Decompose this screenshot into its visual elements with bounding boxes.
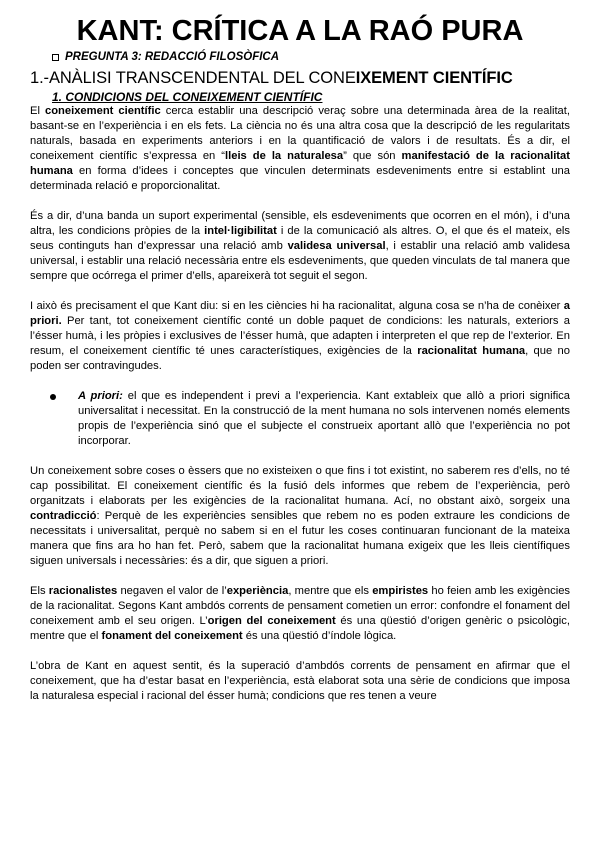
list-item: A priori: el que es independent i previ a l’experiencia. Kant extableix que allò a priori significa universalitat i necessitat. En la construcció de la ment humana no sols intervenen només elements propis de l’experiència sinó que el subjecte el construeix aportant allò que l’experiència no pot incorporar. xyxy=(78,390,570,447)
subsection-heading xyxy=(52,90,570,104)
paragraph-4: Un coneixement sobre coses o èssers que no existeixen o que fins i tot existint, no saberem res d’ells, no té cap possibilitat. El coneixement científic és la fusió dels informes que rebem de l’experiència, però organitzats i elaborats per les exigències de la racionalitat humana. Ací, no obstant això, sorgeix una contradicció: Perquè de les experiències sensibles que rebem no es poden extraure les condicions de necessitats i universalitat, perquè no sabem si en el futur les coses continuaran funcionant de la mateixa manera que fins ara ho han fet. Però, sabem que la racionalitat humana exigeix que les lleis científiques siguen universals i necessàries: és a dir, que siguen a priori. xyxy=(30,465,570,567)
paragraph-5: Els racionalistes negaven el valor de l’experiència, mentre que els empiristes ho feien amb les exigències de la racionalitat. Segons Kant ambdós corrents de pensament cometien un error: confondre el fonament del coneixement amb el seu origen. L’origen del coneixement és una qüestió d’origen genèric o psicològic, mentre que el fonament del coneixement és una qüestió d’índole lògica. xyxy=(30,585,571,642)
paragraph-2: És a dir, d’una banda un suport experimental (sensible, els esdeveniments que ocorren en el món), i d’una altra, les condicions pròpies de la intel·ligibilitat i de la comunicació als altres. O, el que és el mateix, els seus continguts han d’expressar una relació amb validesa universal, i establir una relació amb validesa universal, i establir una relació necessària entre els esdeveniments, que queden vinculats de tal manera que sempre que ocórrega el primer d’ells, apareixerà tot seguit el segon. xyxy=(30,210,571,282)
square-bullet-icon xyxy=(52,54,59,61)
question-subtitle xyxy=(52,50,570,64)
paragraph-1: El coneixement científic cerca establir una descripció veraç sobre una determinada àrea de la realitat, basant-se en l’experiència i en els fets. La ciència no és una altra cosa que la descripció de les regularitats naturals, basada en experiments anteriors i en la quantificació de valors i de resultats. És a dir, el coneixement científic s’expressa en “lleis de la naturalesa” que són manifestació de la racionalitat humana en forma d’idees i conceptes que vinculen determinats esdeveniments entre si establint una determinada relació e proporcionalitat. xyxy=(30,105,570,192)
section-heading-bold: IXEMENT CIENTÍFIC xyxy=(355,69,513,87)
definition-list xyxy=(30,389,570,449)
paragraph-3: I això és precisament el que Kant diu: si en les ciències hi ha racionalitat, alguna cosa se n’ha de conèixer a priori. Per tant, tot coneixement científic conté un doble paquet de condicions: les naturals, exteriors a l’ésser humà, i les pròpies i exclusives de l’ésser humà, que adapten i interpreten el que rep de l’exterior. En resum, el coneixement científic té unes característiques, exigències de la racionalitat humana, que no poden ser contravingudes. xyxy=(30,300,570,372)
document-title: KANT: CRÍTICA A LA RAÓ PURA xyxy=(76,15,524,47)
subtitle-text: PREGUNTA 3: REDACCIÓ FILOSÒFICA xyxy=(65,51,280,63)
paragraph-6: L’obra de Kant en aquest sentit, és la superació d’ambdós corrents de pensament en afirmar que el coneixement, que ha d’estar basat en l’experiència, està elaborat sota una sèrie de condicions que imposa la naturalesa especial i racional del ésser humà; condicions que res tenen a veure xyxy=(30,660,570,702)
subsection-heading-text: 1. CONDICIONS DEL CONEIXEMENT CIENTÍFIC xyxy=(52,90,323,104)
section-heading-prefix: 1.-ANÀLISI TRANSCENDENTAL DEL CONE xyxy=(30,69,356,87)
section-heading xyxy=(30,68,570,88)
